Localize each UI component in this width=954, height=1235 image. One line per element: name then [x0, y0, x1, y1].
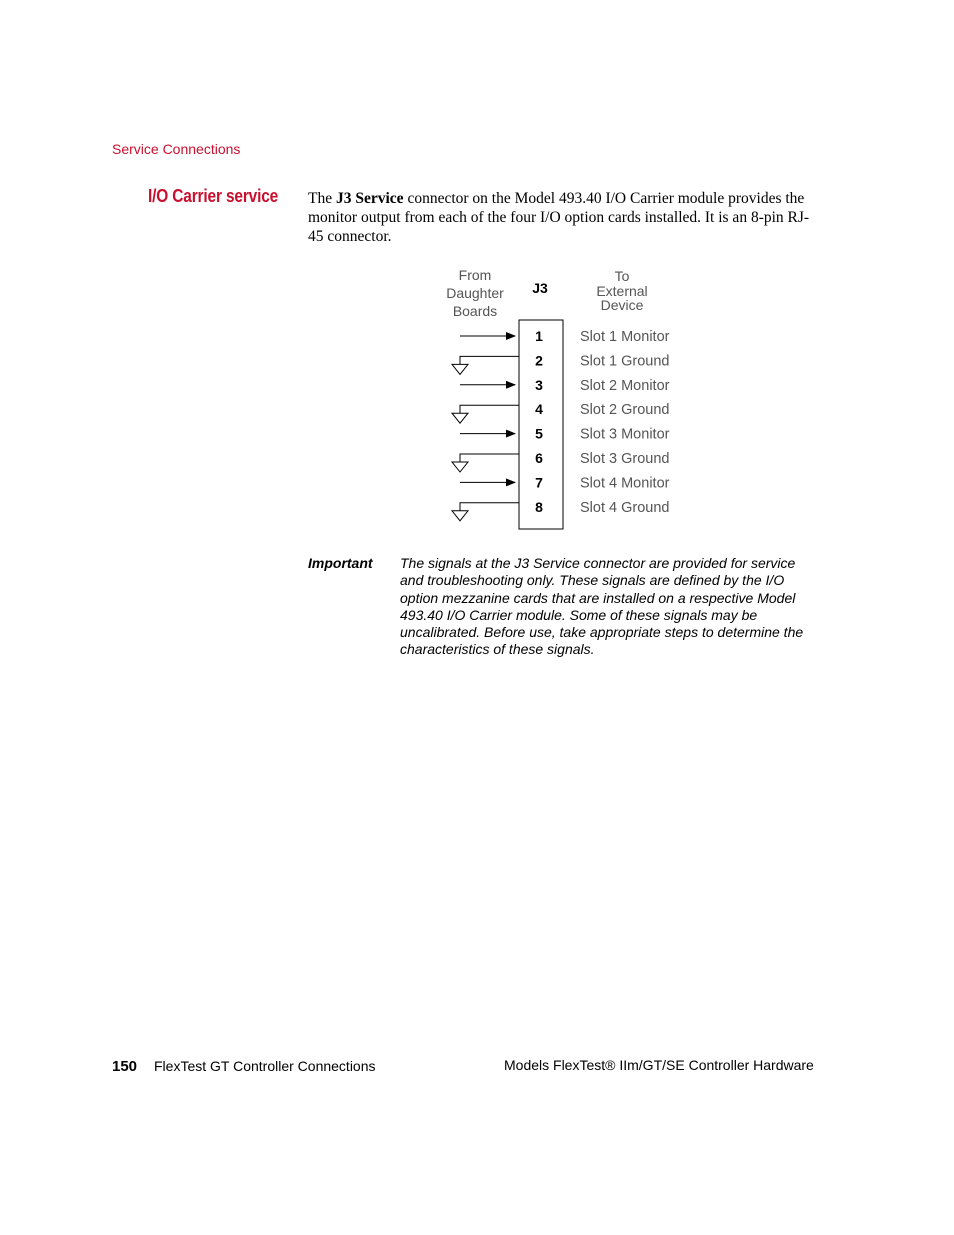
pin-signal-label: Slot 2 Monitor — [580, 377, 670, 394]
pin-number: 5 — [535, 425, 543, 442]
from-label-line-1: From — [458, 267, 492, 283]
ground-symbol-icon — [452, 511, 468, 521]
pin-number: 3 — [535, 376, 543, 393]
pin-signal-label: Slot 1 Monitor — [580, 329, 670, 345]
to-label-line-3: Device — [600, 297, 644, 313]
connector-label: J3 — [532, 280, 548, 296]
ground-symbol-icon — [452, 364, 468, 374]
ground-symbol-icon — [452, 462, 468, 472]
pin-rows — [452, 328, 670, 521]
ground-symbol-icon — [452, 413, 468, 423]
pin-signal-label: Slot 4 Ground — [580, 499, 670, 516]
running-header: Service Connections — [112, 141, 241, 157]
from-label-line-2: Daughter — [446, 285, 504, 301]
section-heading: I/O Carrier service — [148, 186, 279, 206]
pin-signal-label: Slot 3 Ground — [580, 451, 670, 467]
page-number: 150 — [112, 1058, 138, 1075]
pin-number: 2 — [535, 352, 543, 369]
from-label-line-3: Boards — [452, 303, 498, 319]
pin-number: 4 — [535, 401, 543, 418]
pin-signal-label: Slot 4 Monitor — [580, 475, 670, 492]
ground-wire — [460, 503, 519, 511]
para-text-end: connector on the Model 493.40 I/O Carrier module provides the monitor output from each of the four I/O option cards installed. It is an 8-pin RJ-45 connector. — [308, 190, 810, 245]
important-note-text: The signals at the J3 Service connector are provided for service and troubleshooting only. These signals are defined by the I/O option mezzanine cards that are installed on a respective Model 493.40 I/O Carrier module. Some of these signals may be uncalibrated. Before use, take appropriate steps to determine the characteristics of these signals. — [400, 555, 804, 658]
footer-chapter-title: FlexTest GT Controller Connections — [154, 1058, 376, 1074]
pin-number: 1 — [535, 328, 543, 344]
to-label-line-1: To — [614, 268, 630, 284]
important-label: Important — [308, 555, 373, 571]
ground-wire — [460, 405, 519, 413]
pin-number: 6 — [535, 450, 543, 466]
ground-wire — [460, 356, 519, 364]
connector-body — [519, 320, 563, 529]
pin-signal-label: Slot 2 Ground — [580, 402, 670, 419]
pin-signal-label: Slot 1 Ground — [580, 353, 670, 370]
to-label-line-2: External — [596, 283, 648, 299]
pin-signal-label: Slot 3 Monitor — [580, 426, 670, 443]
para-bold-term: J3 Service — [335, 190, 404, 207]
pin-number: 7 — [535, 474, 543, 491]
ground-wire — [460, 454, 519, 462]
para-text-start: The — [308, 190, 336, 207]
footer-book-title: Models FlexTest® IIm/GT/SE Controller Hardware — [504, 1057, 814, 1073]
pin-number: 8 — [535, 498, 543, 515]
